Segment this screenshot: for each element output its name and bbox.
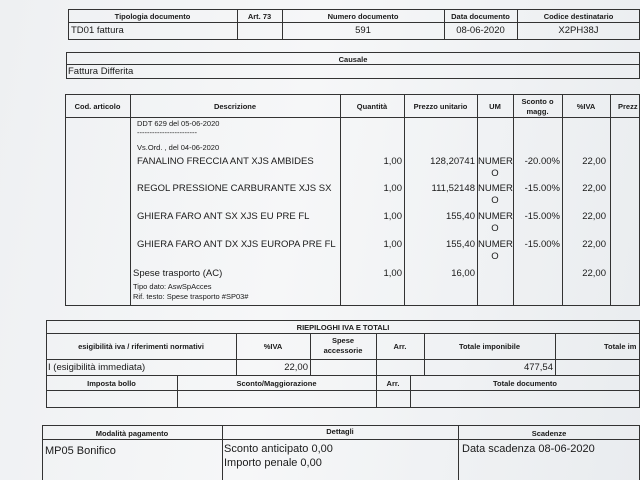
shipping-iva: 22,00 [582, 268, 606, 279]
causale-label: Causale [338, 55, 368, 64]
sconto-magg-label: Sconto/Maggiorazione [236, 379, 317, 388]
col-descrizione: Descrizione [213, 102, 257, 111]
shipping-tipo-dato: Tipo dato: AswSpAcces [133, 282, 212, 291]
item-qty: 1,00 [383, 183, 402, 194]
item-sconto: -15.00% [524, 211, 560, 222]
col-quantita: Quantità [356, 102, 388, 111]
item-qty: 1,00 [383, 211, 402, 222]
item-desc: FANALINO FRECCIA ANT XJS AMBIDES [137, 156, 314, 167]
riepilogo-col-spese-2: accessorie [323, 346, 363, 355]
shipping-desc: Spese trasporto (AC) [133, 268, 223, 279]
totale-documento-label: Totale documento [492, 379, 558, 388]
riepilogo-esigibilita: I (esigibilità immediata) [48, 362, 146, 373]
item-qty: 1,00 [383, 239, 402, 250]
item-price: 111,52148 [431, 183, 475, 194]
item-sconto: -20.00% [524, 156, 560, 167]
item-price: 155,40 [445, 211, 475, 222]
riepilogo-col-arr: Arr. [393, 342, 407, 351]
col-um: UM [489, 102, 501, 111]
footer-arr-label: Arr. [386, 379, 400, 388]
codice-label: Codice destinatario [543, 12, 614, 21]
riepilogo-col-iva: %IVA [263, 342, 283, 351]
item-desc: GHIERA FARO ANT SX XJS EU PRE FL [137, 211, 310, 222]
codice-value: X2PH38J [558, 25, 599, 36]
numero-value: 591 [355, 25, 371, 36]
bollo-label: Imposta bollo [87, 379, 136, 388]
modalita-value: MP05 Bonifico [45, 445, 116, 457]
col-prezzo-tot: Prezz [618, 102, 638, 111]
item-um-2: O [491, 223, 499, 234]
riepilogo-col-esigibilita: esigibilità iva / riferimenti normativi [78, 342, 204, 351]
riepilogo-col-imposta: Totale im [604, 342, 637, 351]
shipping-rif-testo: Rif. testo: Spese trasporto #SP03# [133, 292, 249, 301]
item-iva: 22,00 [582, 211, 606, 222]
shipping-price: 16,00 [451, 268, 475, 279]
ddt-ref: DDT 629 del 05-06-2020 [137, 119, 220, 128]
item-um: NUMER [478, 156, 513, 167]
causale-value: Fattura Differita [68, 66, 134, 77]
col-sconto-1: Sconto o [521, 97, 554, 106]
item-qty: 1,00 [383, 156, 402, 167]
scadenza-value: Data scadenza 08-06-2020 [462, 443, 595, 455]
dettagli-label: Dettagli [326, 427, 354, 436]
item-um: NUMER [478, 211, 513, 222]
col-prezzo: Prezzo unitario [413, 102, 468, 111]
riepilogo-title: RIEPILOGHI IVA E TOTALI [296, 323, 390, 332]
col-sconto-2: magg. [526, 107, 549, 116]
riepilogo-col-spese-1: Spese [331, 336, 355, 345]
numero-label: Numero documento [327, 12, 399, 21]
modalita-label: Modalità pagamento [95, 429, 169, 438]
col-iva: %IVA [576, 102, 596, 111]
item-um-2: O [491, 168, 499, 179]
sconto-anticipato: Sconto anticipato 0,00 [224, 443, 333, 455]
item-iva: 22,00 [582, 156, 606, 167]
data-label: Data documento [451, 12, 510, 21]
item-price: 128,20741 [430, 156, 475, 167]
data-value: 08-06-2020 [456, 25, 505, 36]
riepilogo-iva: 22,00 [284, 362, 308, 373]
tipologia-label: Tipologia documento [114, 12, 191, 21]
item-desc: GHIERA FARO ANT DX XJS EUROPA PRE FL [137, 239, 336, 250]
art-label: Art. 73 [247, 12, 272, 21]
item-um-2: O [491, 251, 499, 262]
item-desc: REGOL PRESSIONE CARBURANTE XJS SX [137, 183, 332, 194]
item-um: NUMER [478, 183, 513, 194]
riepilogo-col-imponibile: Totale imponibile [458, 342, 521, 351]
item-sconto: -15.00% [524, 183, 560, 194]
importo-penale: Importo penale 0,00 [224, 457, 322, 469]
item-iva: 22,00 [582, 183, 606, 194]
riepilogo-imponibile: 477,54 [523, 362, 553, 373]
vsord-ref: Vs.Ord. , del 04-06-2020 [137, 143, 220, 152]
col-cod: Cod. articolo [74, 102, 121, 111]
item-sconto: -15.00% [524, 239, 560, 250]
shipping-qty: 1,00 [383, 268, 402, 279]
ddt-dashes: ------------------------ [137, 128, 197, 137]
item-price: 155,40 [445, 239, 475, 250]
item-um-2: O [491, 195, 499, 206]
scadenze-label: Scadenze [531, 429, 567, 438]
tipologia-value: TD01 fattura [71, 25, 124, 36]
item-iva: 22,00 [582, 239, 606, 250]
item-um: NUMER [478, 239, 513, 250]
